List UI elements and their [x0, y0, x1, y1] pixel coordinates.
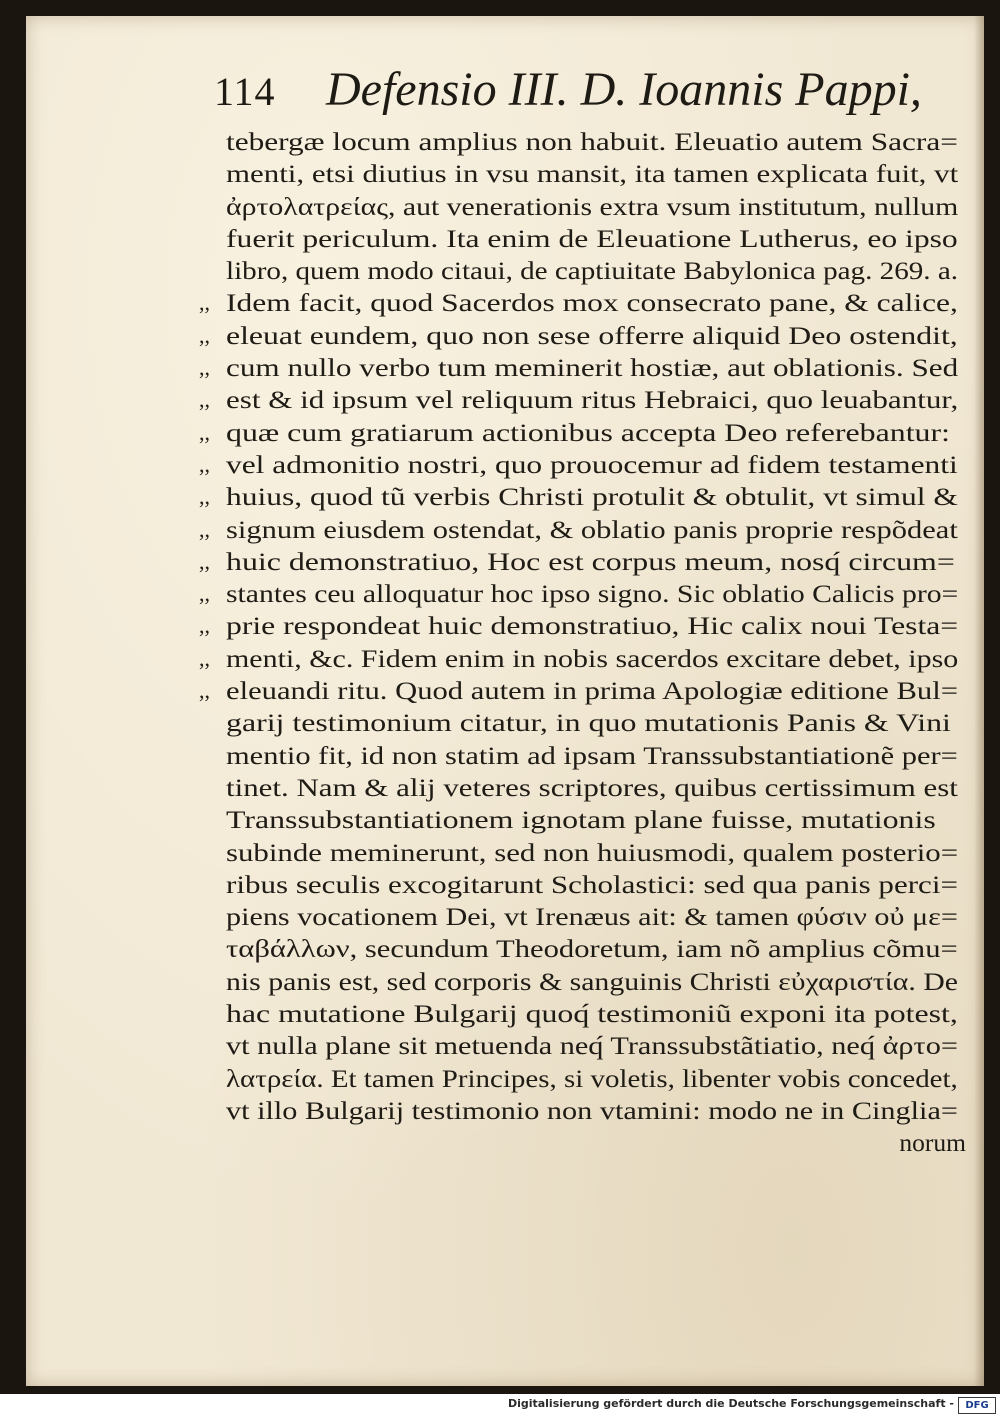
- quotation-marker: ,,: [199, 678, 210, 704]
- line-text: stantes ceu alloquatur hoc ipso signo. Sic oblatio Calicis pro=: [226, 579, 959, 609]
- line-text: nis panis est, sed corporis & sanguinis Christi εὐχαριστία. De: [226, 966, 958, 996]
- line-text: huius, quod tũ verbis Christi protulit & obtulit, vt simul &: [226, 482, 958, 512]
- text-line: [226, 933, 966, 965]
- quotation-marker: ,,: [199, 451, 210, 477]
- text-line: [226, 804, 966, 836]
- text-line: [199, 320, 966, 352]
- text-line: [226, 869, 966, 901]
- line-text: fuerit periculum. Ita enim de Eleuatione Lutherus, eo ipso: [226, 223, 958, 253]
- quotation-marker: ,,: [199, 613, 210, 639]
- text-line: [226, 966, 966, 998]
- quotation-marker: ,,: [199, 387, 210, 413]
- line-text: est & id ipsum vel reliquum ritus Hebraici, quo leuabantur,: [226, 385, 959, 415]
- line-text: eleuat eundem, quo non sese offerre aliquid Deo ostendit,: [226, 320, 958, 350]
- line-text: tebergæ locum amplius non habuit. Eleuatio autem Sacra=: [226, 127, 958, 156]
- text-line: [199, 417, 966, 449]
- text-line: [199, 610, 966, 642]
- line-text: vt illo Bulgarij testimonio non vtamini: modo ne in Cinglia=: [226, 1095, 958, 1125]
- text-line: [199, 481, 966, 513]
- text-line: [199, 643, 966, 675]
- quotation-marker: ,,: [199, 484, 210, 510]
- text-line: [226, 191, 966, 223]
- line-text: cum nullo verbo tum meminerit hostiæ, aut oblationis. Sed: [226, 353, 959, 383]
- page-edge-shadow: [974, 16, 984, 1386]
- dfg-logo: DFG: [958, 1397, 996, 1414]
- quotation-marker: ,,: [199, 548, 210, 574]
- text-line: [226, 1030, 966, 1062]
- text-line: [226, 901, 966, 933]
- text-line: [199, 287, 966, 319]
- quotation-marker: ,,: [199, 581, 210, 607]
- text-line: [226, 740, 966, 772]
- text-line: [199, 578, 966, 610]
- text-line: [199, 352, 966, 384]
- text-line: [199, 384, 966, 416]
- quotation-marker: ,,: [199, 290, 210, 316]
- line-text: ἀρτολατρείας, aut venerationis extra vsum institutum, nullum: [226, 191, 959, 221]
- text-line: [199, 514, 966, 546]
- quotation-marker: ,,: [199, 645, 210, 671]
- line-text: λατρεία. Et tamen Principes, si voletis, libenter vobis concedet,: [226, 1063, 958, 1093]
- text-line: [226, 158, 966, 190]
- page-header: [214, 62, 922, 122]
- line-text: tinet. Nam & alij veteres scriptores, quibus certissimum est: [226, 772, 958, 802]
- text-line: [226, 1095, 966, 1127]
- line-text: signum eiusdem ostendat, & oblatio panis proprie respõdeat: [226, 514, 958, 544]
- page-number: 114: [214, 69, 276, 114]
- text-line: [226, 998, 966, 1030]
- line-text: vel admonitio nostri, quo prouocemur ad fidem testamenti: [226, 449, 958, 479]
- running-head: Defensio III. D. Ioannis Pappi,: [326, 63, 922, 116]
- line-text: Idem facit, quod Sacerdos mox consecrato pane, & calice,: [226, 288, 958, 318]
- quotation-marker: ,,: [199, 355, 210, 381]
- line-text: ribus seculis excogitarunt Scholastici: sed qua panis perci=: [226, 869, 958, 899]
- text-line: [226, 1063, 966, 1095]
- line-text: piens vocationem Dei, vt Irenæus ait: & tamen φύσιν οὐ με=: [226, 902, 958, 932]
- line-text: quæ cum gratiarum actionibus accepta Deo referebantur:: [226, 417, 950, 447]
- line-text: hac mutatione Bulgarij quoq́ testimoniũ exponi ita potest,: [226, 999, 958, 1029]
- line-text: menti, etsi diutius in vsu mansit, ita tamen explicata fuit, vt: [226, 159, 959, 189]
- body-text: [199, 126, 966, 1160]
- text-line: [199, 449, 966, 481]
- quotation-marker: ,,: [199, 419, 210, 445]
- line-text: menti, &c. Fidem enim in nobis sacerdos excitare debet, ipso: [226, 643, 959, 673]
- text-line: [226, 255, 966, 287]
- footer-bar: [0, 1394, 1000, 1416]
- funding-credit: Digitalisierung gefördert durch die Deutsche Forschungsgemeinschaft -: [507, 1397, 954, 1410]
- line-text: mentio fit, id non statim ad ipsam Transsubstantiationẽ per=: [226, 740, 958, 770]
- text-line: [199, 546, 966, 578]
- line-text: eleuandi ritu. Quod autem in prima Apologiæ editione Bul=: [226, 676, 958, 706]
- text-line: [226, 772, 966, 804]
- line-text: huic demonstratiuo, Hoc est corpus meum, nosq́ circum=: [226, 546, 955, 576]
- text-line: [226, 837, 966, 869]
- line-text: vt nulla plane sit metuenda neq́ Transsubstãtiatio, neq́ ἀρτο=: [226, 1031, 958, 1061]
- text-line: [226, 223, 966, 255]
- text-line: [226, 707, 966, 739]
- line-text: prie respondeat huic demonstratiuo, Hic calix noui Testa=: [226, 611, 959, 641]
- quotation-marker: ,,: [199, 322, 210, 348]
- quotation-marker: ,,: [199, 516, 210, 542]
- catchword: norum: [899, 1128, 966, 1158]
- line-text: Transsubstantiationem ignotam plane fuisse, mutationis: [226, 805, 936, 835]
- text-line: [199, 675, 966, 707]
- line-text: ταβάλλων, secundum Theodoretum, iam nõ amplius cõmu=: [226, 934, 958, 964]
- line-text: libro, quem modo citaui, de captiuitate Babylonica pag. 269. a.: [226, 256, 959, 286]
- line-text: subinde meminerunt, sed non huiusmodi, qualem posterio=: [226, 837, 959, 867]
- text-line: [226, 126, 966, 158]
- line-text: garij testimonium citatur, in quo mutationis Panis & Vini: [226, 708, 951, 738]
